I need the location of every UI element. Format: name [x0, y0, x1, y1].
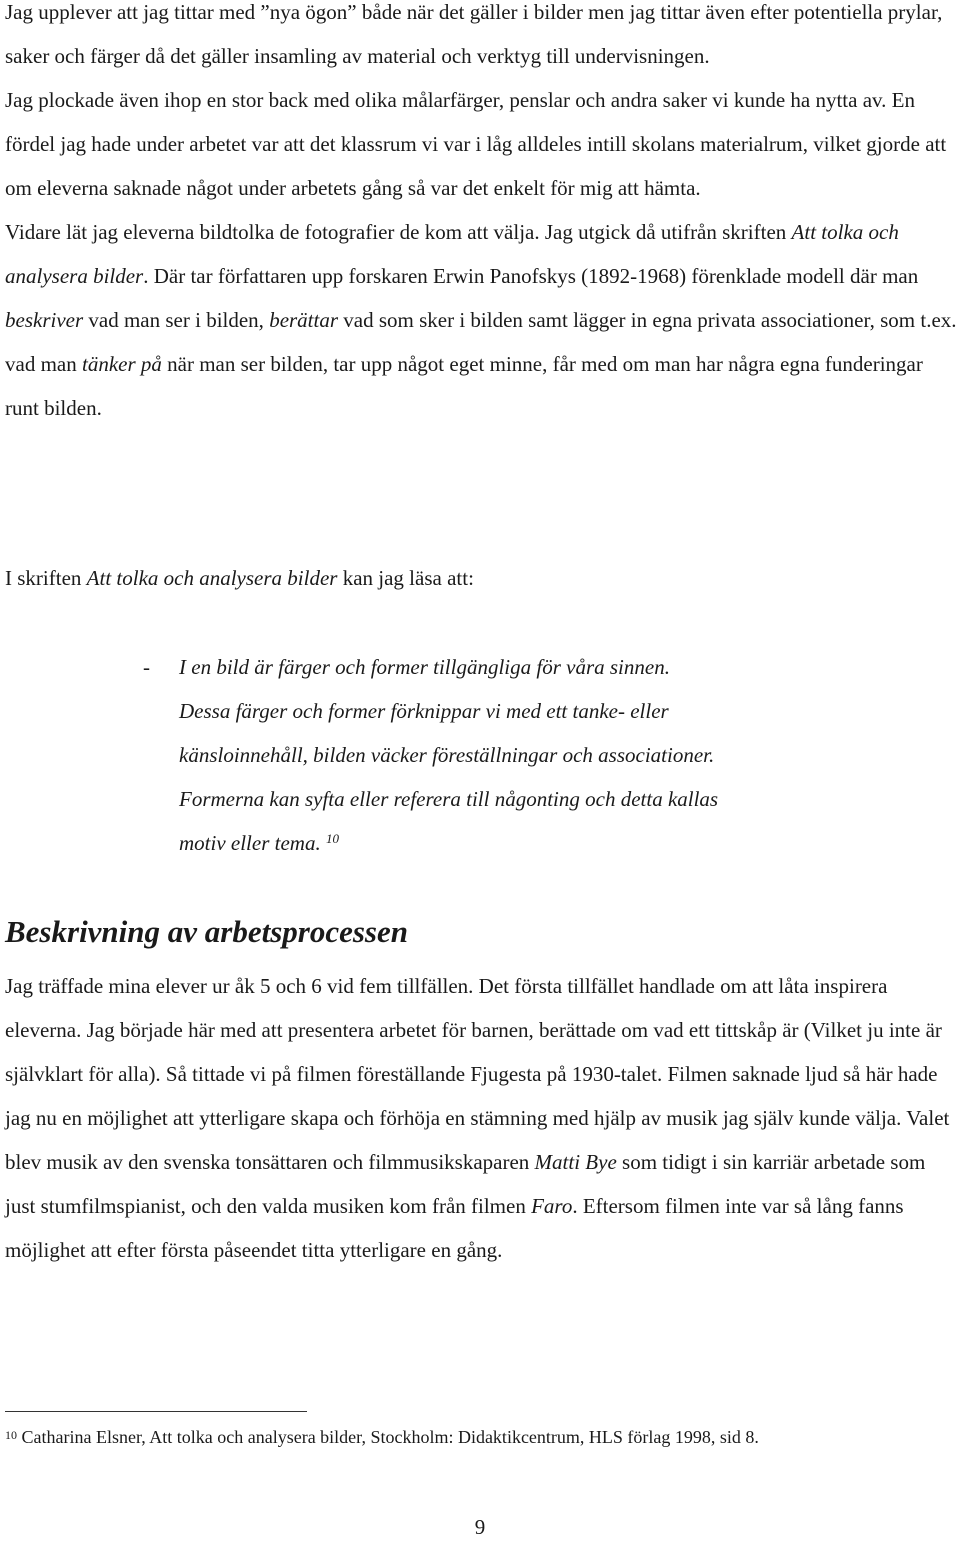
paragraph-observation: Jag upplever att jag tittar med ”nya ögon” både när det gäller i bilder men jag tittar även efter potentiella prylar, saker och färger då det gäller insamling av material och verktyg till undervisningen.: [5, 0, 943, 68]
quote-line-text: motiv eller tema.: [179, 831, 321, 855]
list-dash: -: [143, 655, 150, 679]
text-run: som tidigt i sin karriär arbetade som just stumfilmspianist, och den valda musiken kom från filmen: [5, 1150, 926, 1218]
film-title: Faro: [531, 1194, 573, 1218]
footnote-divider: [5, 1411, 307, 1412]
text-run: vad man ser i bilden,: [83, 308, 270, 332]
text-run: . Där tar författaren upp forskaren Erwin Panofskys (1892-1968) förenklade modell där man: [143, 264, 919, 288]
quote-lines: [179, 645, 879, 865]
book-title: Att tolka och analysera bilder: [86, 566, 338, 590]
text-run: Vidare lät jag eleverna bildtolka de fotografier de kom att välja. Jag utgick då utifrån skriften: [5, 220, 792, 244]
emphasis-describes: beskriver: [5, 308, 84, 332]
quote-line: Dessa färger och former förknippar vi med ett tanke- eller: [179, 699, 669, 723]
footnote: [5, 1424, 759, 1450]
text-run: kan jag läsa att:: [337, 566, 474, 590]
composer-name: Matti Bye: [534, 1150, 617, 1174]
paragraph-materials: Jag plockade även ihop en stor back med olika målarfärger, penslar och andra saker vi kunde ha nytta av. En fördel jag hade under arbetet var att det klassrum vi var i låg alldeles intill skolans materialrum, vilket gjorde att om eleverna saknade något under arbetets gång så var det enkelt för mig att hämta.: [5, 88, 947, 200]
section-heading: Beskrivning av arbetsprocessen: [5, 914, 408, 949]
quote-line: känsloinnehåll, bilden väcker föreställningar och associationer.: [179, 743, 715, 767]
quote-line: Formerna kan syfta eller referera till någonting och detta kallas: [179, 787, 719, 811]
footnote-text: Catharina Elsner, Att tolka och analysera bilder, Stockholm: Didaktikcentrum, HLS förlag 1998, sid 8.: [17, 1427, 759, 1447]
page-number: 9: [474, 1515, 486, 1539]
process-section: [5, 964, 960, 1272]
footnote-reference[interactable]: 10: [325, 831, 339, 846]
text-run: vad som sker i bilden samt lägger in egna privata associationer, som t.ex. vad man: [5, 308, 957, 376]
text-run: I skriften: [5, 566, 87, 590]
emphasis-tells: berättar: [269, 308, 339, 332]
text-run: när man ser bilden, tar upp något eget minne, får med om man har några egna funderingar runt bilden.: [5, 352, 923, 420]
text-run: Jag träffade mina elever ur åk 5 och 6 vid fem tillfällen. Det första tillfället handlade om att låta inspirera eleverna. Jag började här med att presentera arbetet för barnen, berättade om vad ett tittskåp är (Vilket ju inte är självklart för alla). Så tittade vi på filmen föreställande Fjugesta på 1930-talet. Filmen saknade ljud så här hade jag nu en möjlighet att ytterligare skapa och förhöja en stämning med hjälp av musik jag själv kunde välja. Valet blev musik av den svenska tonsättaren och filmmusikskaparen: [5, 974, 950, 1174]
quote-intro: [5, 556, 474, 600]
paragraph-process: [5, 964, 960, 1272]
quote-line: [179, 821, 879, 865]
quote-line: I en bild är färger och former tillgängliga för våra sinnen.: [179, 655, 670, 679]
book-title: Att tolka och analysera bilder: [5, 220, 899, 288]
footnote-number: 10: [5, 1428, 17, 1442]
paragraph-image-interpretation: [5, 210, 960, 430]
intro-section: [5, 0, 960, 430]
emphasis-thinks-of: tänker på: [81, 352, 162, 376]
text-run: . Eftersom filmen inte var så lång fanns möjlighet att efter första påseendet titta ytterligare en gång.: [5, 1194, 904, 1262]
